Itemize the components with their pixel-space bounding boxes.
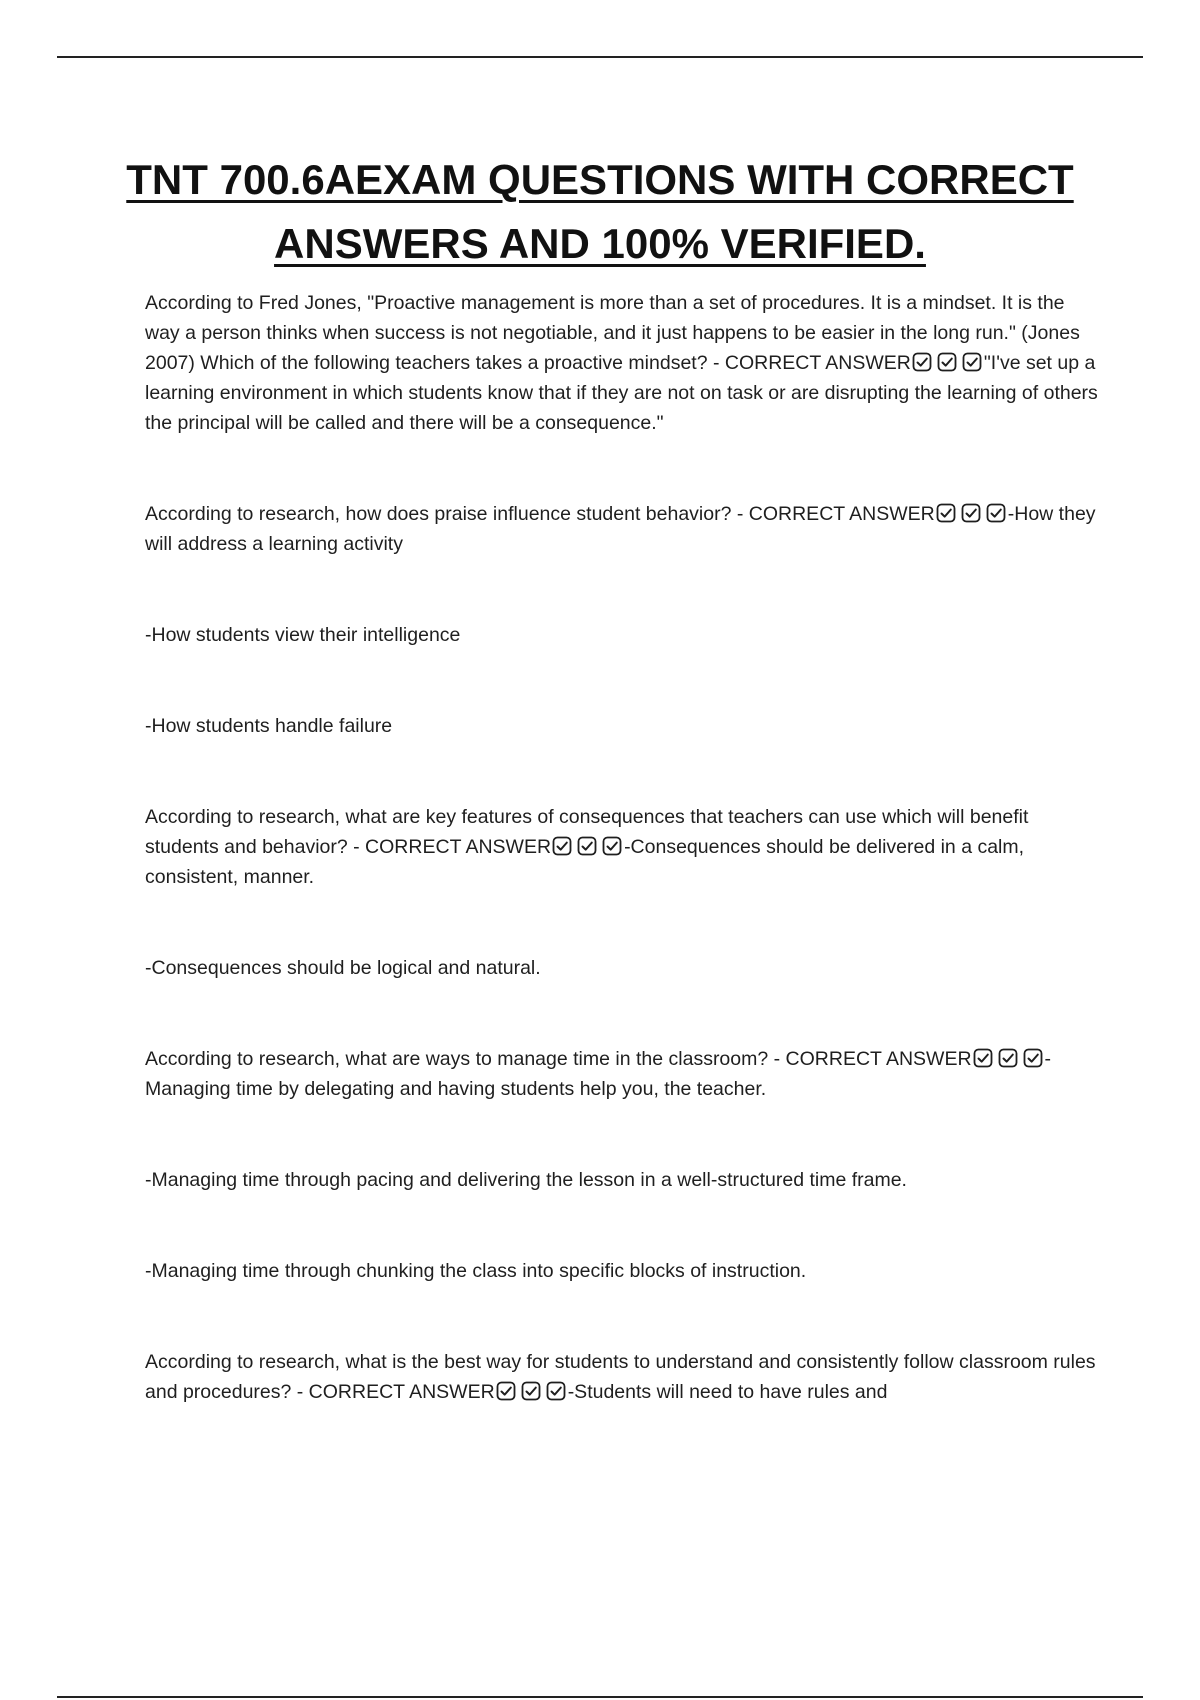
answer-item: -How students handle failure [145, 715, 393, 737]
qa-paragraph [145, 499, 1100, 559]
answer-text: -How they will address a learning activity [145, 503, 1096, 555]
check-marks [496, 1381, 566, 1401]
answer-item: -Managing time through pacing and delivering the lesson in a well-structured time frame. [145, 1169, 907, 1191]
answer-text: -Students will need to have rules and [567, 1381, 888, 1403]
checked-box-icon [577, 836, 597, 856]
check-marks [552, 836, 622, 856]
answer-item: -How students view their intelligence [145, 624, 461, 646]
checked-box-icon [521, 1381, 541, 1401]
checked-box-icon [1023, 1048, 1043, 1068]
answer-text: -Consequences should be delivered in a calm, consistent, manner. [145, 836, 1025, 888]
question-text: According to research, how does praise influence student behavior? - CORRECT ANSWER [145, 503, 935, 525]
checked-box-icon [912, 352, 932, 372]
question-text: According to research, what is the best way for students to understand and consistently follow classroom rules and procedures? - CORRECT ANSWER [145, 1351, 1096, 1403]
checked-box-icon [602, 836, 622, 856]
checked-box-icon [936, 503, 956, 523]
checked-box-icon [973, 1048, 993, 1068]
document-title: TNT 700.6AEXAM QUESTIONS WITH CORRECT ANSWERS AND 100% VERIFIED. [126, 156, 1074, 267]
question-text: According to research, what are key features of consequences that teachers can use which will benefit students and behavior? - CORRECT ANSWER [145, 806, 1029, 858]
top-rule [57, 56, 1143, 58]
check-marks [973, 1048, 1043, 1068]
document-body [145, 288, 1100, 1407]
checked-box-icon [937, 352, 957, 372]
answer-text: -Managing time by delegating and having students help you, the teacher. [145, 1048, 1052, 1100]
bottom-rule [57, 1696, 1143, 1698]
qa-paragraph [145, 802, 1100, 892]
check-marks [936, 503, 1006, 523]
answer-text: "I've set up a learning environment in which students know that if they are not on task or are disrupting the learning of others the principal will be called and there will be a consequence." [145, 352, 1098, 434]
answer-item: -Managing time through chunking the class into specific blocks of instruction. [145, 1260, 807, 1282]
question-text: According to Fred Jones, "Proactive management is more than a set of procedures. It is a mindset. It is the way a person thinks when success is not negotiable, and it just happens to be easier in the long run." (Jones 2007) Which of the following teachers takes a proactive mindset? - CORRECT ANSWER [145, 292, 1080, 374]
checked-box-icon [986, 503, 1006, 523]
check-marks [912, 352, 982, 372]
checked-box-icon [496, 1381, 516, 1401]
checked-box-icon [552, 836, 572, 856]
checked-box-icon [961, 503, 981, 523]
checked-box-icon [998, 1048, 1018, 1068]
checked-box-icon [962, 352, 982, 372]
checked-box-icon [546, 1381, 566, 1401]
qa-paragraph [145, 288, 1100, 438]
qa-paragraph [145, 1044, 1100, 1104]
qa-paragraph [145, 1347, 1100, 1407]
answer-item: -Consequences should be logical and natural. [145, 957, 541, 979]
question-text: According to research, what are ways to manage time in the classroom? - CORRECT ANSWER [145, 1048, 972, 1070]
